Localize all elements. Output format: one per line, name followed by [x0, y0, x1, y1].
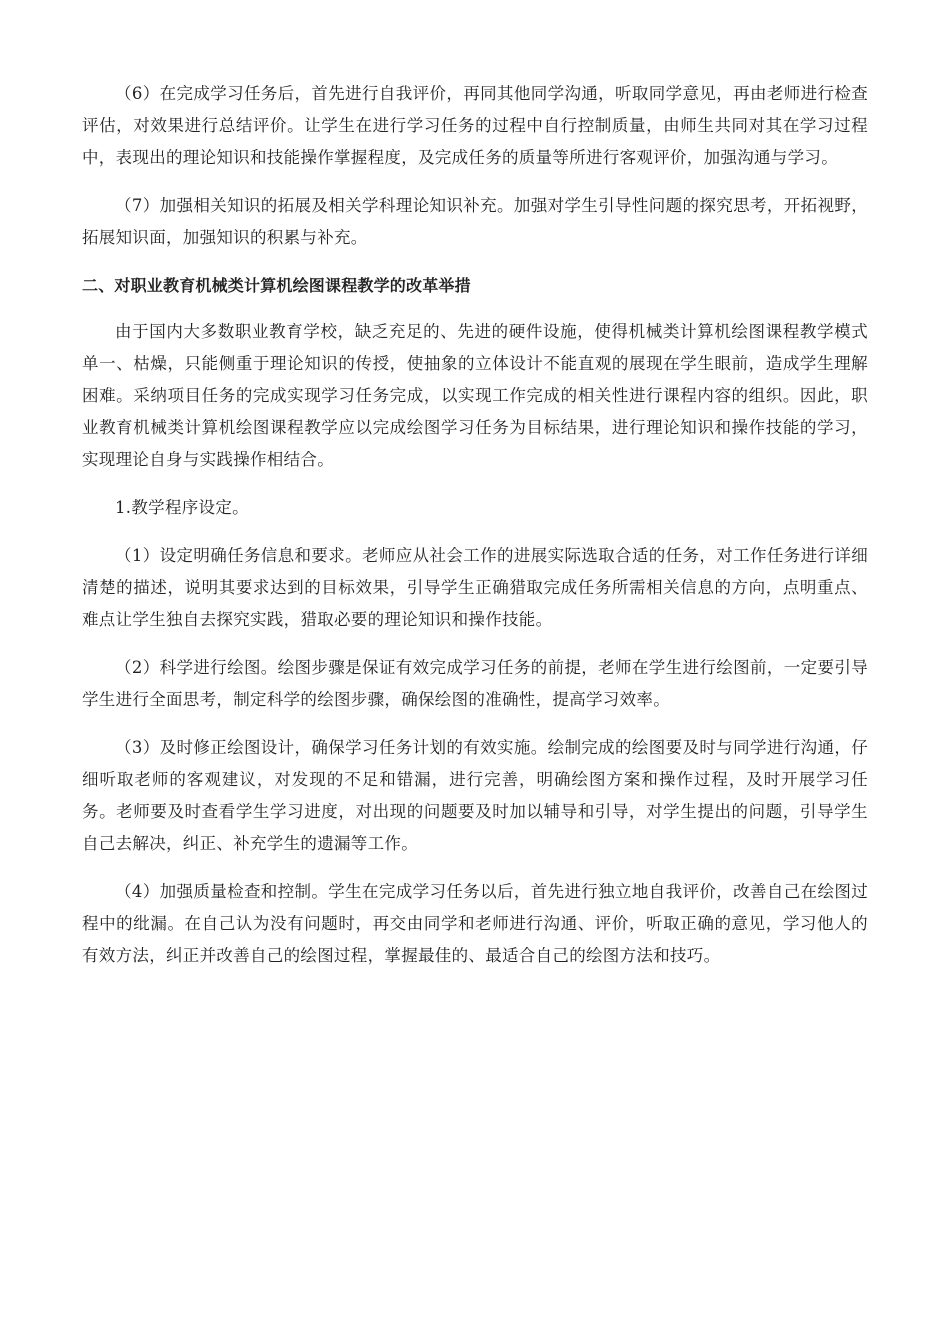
document-body: [82, 78, 868, 988]
paragraph-step-1: （1）设定明确任务信息和要求。老师应从社会工作的进展实际选取合适的任务，对工作任务进行详细清楚的描述，说明其要求达到的目标效果，引导学生正确猎取完成任务所需相关信息的方向，点明重点、难点让学生独自去探究实践，猎取必要的理论知识和操作技能。: [82, 546, 868, 629]
paragraph-step-2: （2）科学进行绘图。绘图步骤是保证有效完成学习任务的前提，老师在学生进行绘图前，一定要引导学生进行全面思考，制定科学的绘图步骤，确保绘图的准确性，提高学习效率。: [82, 658, 868, 709]
section-heading: 二、对职业教育机械类计算机绘图课程教学的改革举措: [82, 276, 471, 295]
intro-paragraph: 由于国内大多数职业教育学校，缺乏充足的、先进的硬件设施，使得机械类计算机绘图课程教学模式单一、枯燥，只能侧重于理论知识的传授，使抽象的立体设计不能直观的展现在学生眼前，造成学生理解困难。采纳项目任务的完成实现学习任务完成，以实现工作完成的相关性进行课程内容的组织。因此，职业教育机械类计算机绘图课程教学应以完成绘图学习任务为目标结果，进行理论知识和操作技能的学习，实现理论自身与实践操作相结合。: [82, 322, 868, 469]
paragraph-step-4: （4）加强质量检查和控制。学生在完成学习任务以后，首先进行独立地自我评价，改善自己在绘图过程中的纰漏。在自己认为没有问题时，再交由同学和老师进行沟通、评价，听取正确的意见，学习他人的有效方法，纠正并改善自己的绘图过程，掌握最佳的、最适合自己的绘图方法和技巧。: [82, 882, 868, 965]
paragraph-item-7: （7）加强相关知识的拓展及相关学科理论知识补充。加强对学生引导性问题的探究思考，开拓视野，拓展知识面，加强知识的积累与补充。: [82, 196, 868, 247]
paragraph-item-6: （6）在完成学习任务后，首先进行自我评价，再同其他同学沟通，听取同学意见，再由老师进行检查评估，对效果进行总结评价。让学生在进行学习任务的过程中自行控制质量，由师生共同对其在学习过程中，表现出的理论知识和技能操作掌握程度，及完成任务的质量等所进行客观评价，加强沟通与学习。: [82, 84, 868, 167]
subsection-label: 1.教学程序设定。: [115, 498, 249, 517]
paragraph-step-3: （3）及时修正绘图设计，确保学习任务计划的有效实施。绘制完成的绘图要及时与同学进行沟通，仔细听取老师的客观建议，对发现的不足和错漏，进行完善，明确绘图方案和操作过程，及时开展学习任务。老师要及时查看学生学习进度，对出现的问题要及时加以辅导和引导，对学生提出的问题，引导学生自己去解决，纠正、补充学生的遗漏等工作。: [82, 738, 868, 853]
